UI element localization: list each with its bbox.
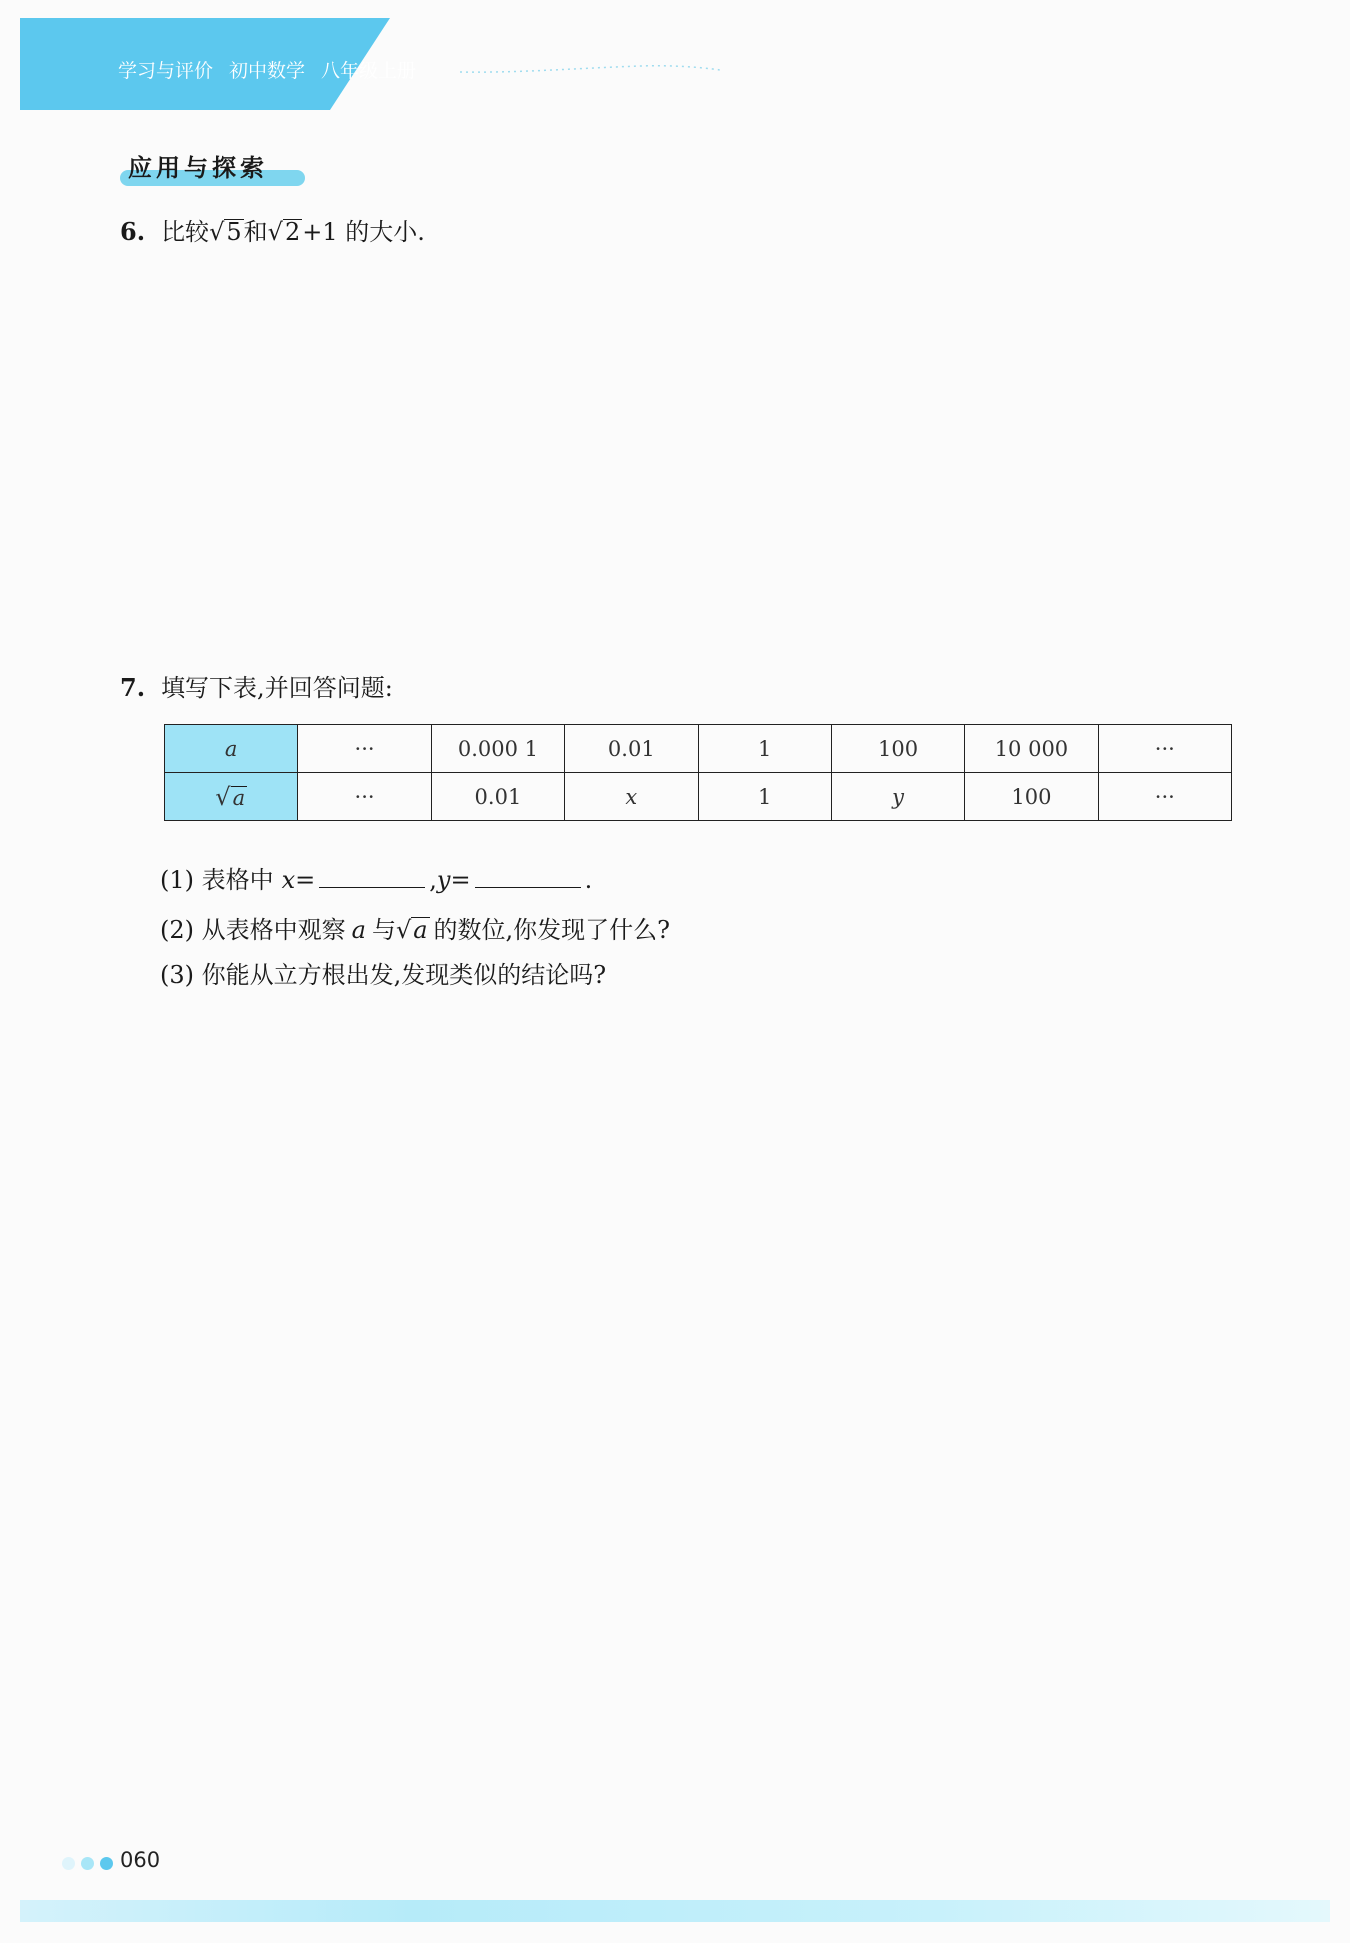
sub-1-end: . xyxy=(584,866,593,894)
table-cell: 1 xyxy=(698,725,831,773)
table-row-sqrt-a xyxy=(165,773,1232,821)
radical-sign-icon: √ xyxy=(215,782,231,811)
answer-blank-y[interactable] xyxy=(475,865,581,888)
table-header-a: a xyxy=(165,725,298,773)
sub-2-mid: 与 xyxy=(371,916,396,944)
table-cell: ··· xyxy=(1098,773,1231,821)
sqrt-a-radicand: a xyxy=(413,916,428,944)
question-7 xyxy=(120,668,393,703)
sqrt-table xyxy=(164,724,1232,821)
sub-1-label: (1) 表格中 xyxy=(160,866,274,894)
radical-sign-icon: √ xyxy=(209,218,225,246)
sub-2-end: 的数位,你发现了什么? xyxy=(433,916,671,944)
table-header-sqrt-a xyxy=(165,773,298,821)
table-cell: ··· xyxy=(298,773,431,821)
header-dotted-trail xyxy=(460,64,720,76)
sqrt-5-radicand: 5 xyxy=(226,218,242,246)
book-title: 学习与评价 xyxy=(118,59,214,82)
subject-title: 初中数学 xyxy=(229,59,306,82)
sub-1-y-var: y xyxy=(436,866,451,894)
sub-2-var-a: a xyxy=(351,916,366,944)
question-7-sub-2 xyxy=(160,910,670,945)
sub-3-text: (3) 你能从立方根出发,发现类似的结论吗? xyxy=(160,961,607,989)
question-6-suffix: +1 的大小. xyxy=(302,218,425,246)
table-header-sqrt-radicand: a xyxy=(232,785,246,810)
question-6-middle: 和 xyxy=(243,218,268,246)
section-banner xyxy=(120,148,305,184)
question-6-number: 6. xyxy=(120,217,146,246)
section-title: 应用与探索 xyxy=(128,154,268,182)
question-7-text: 填写下表,并回答问题: xyxy=(161,674,393,702)
sqrt-2 xyxy=(268,218,303,246)
answer-blank-x[interactable] xyxy=(319,865,425,888)
table-cell: ··· xyxy=(298,725,431,773)
table-cell: 100 xyxy=(831,725,964,773)
table-cell: ··· xyxy=(1098,725,1231,773)
sub-2-label: (2) 从表格中观察 xyxy=(160,916,346,944)
footer-dot-icon xyxy=(81,1857,94,1870)
question-7-sub-3 xyxy=(160,955,606,990)
sub-1-eq-2: = xyxy=(450,866,471,894)
page-number: 060 xyxy=(120,1848,161,1872)
footer-dot-icon xyxy=(100,1857,113,1870)
grade-title: 八年级上册 xyxy=(321,59,417,82)
table-cell: 100 xyxy=(965,773,1098,821)
question-7-number: 7. xyxy=(120,673,146,702)
footer-band xyxy=(20,1900,1330,1922)
sub-1-x-var: x xyxy=(281,866,296,894)
table-cell-x: x xyxy=(565,773,698,821)
question-6 xyxy=(120,212,425,247)
table-cell: 0.01 xyxy=(565,725,698,773)
sub-1-sep: , xyxy=(429,866,437,894)
radical-sign-icon: √ xyxy=(267,218,283,246)
table-row-a xyxy=(165,725,1232,773)
sqrt-a xyxy=(396,916,430,944)
sqrt-2-radicand: 2 xyxy=(284,218,301,246)
radical-sign-icon: √ xyxy=(395,916,412,944)
table-cell: 0.000 1 xyxy=(431,725,564,773)
sqrt-5 xyxy=(209,218,244,246)
table-cell: 10 000 xyxy=(965,725,1098,773)
table-cell: 1 xyxy=(698,773,831,821)
table-cell-y: y xyxy=(831,773,964,821)
header-breadcrumb xyxy=(118,54,416,84)
table-cell: 0.01 xyxy=(431,773,564,821)
footer-dot-icon xyxy=(62,1857,75,1870)
question-6-prefix: 比较 xyxy=(161,218,210,246)
sub-1-eq-1: = xyxy=(295,866,316,894)
footer-dots xyxy=(62,1857,113,1870)
question-7-sub-1 xyxy=(160,860,592,895)
